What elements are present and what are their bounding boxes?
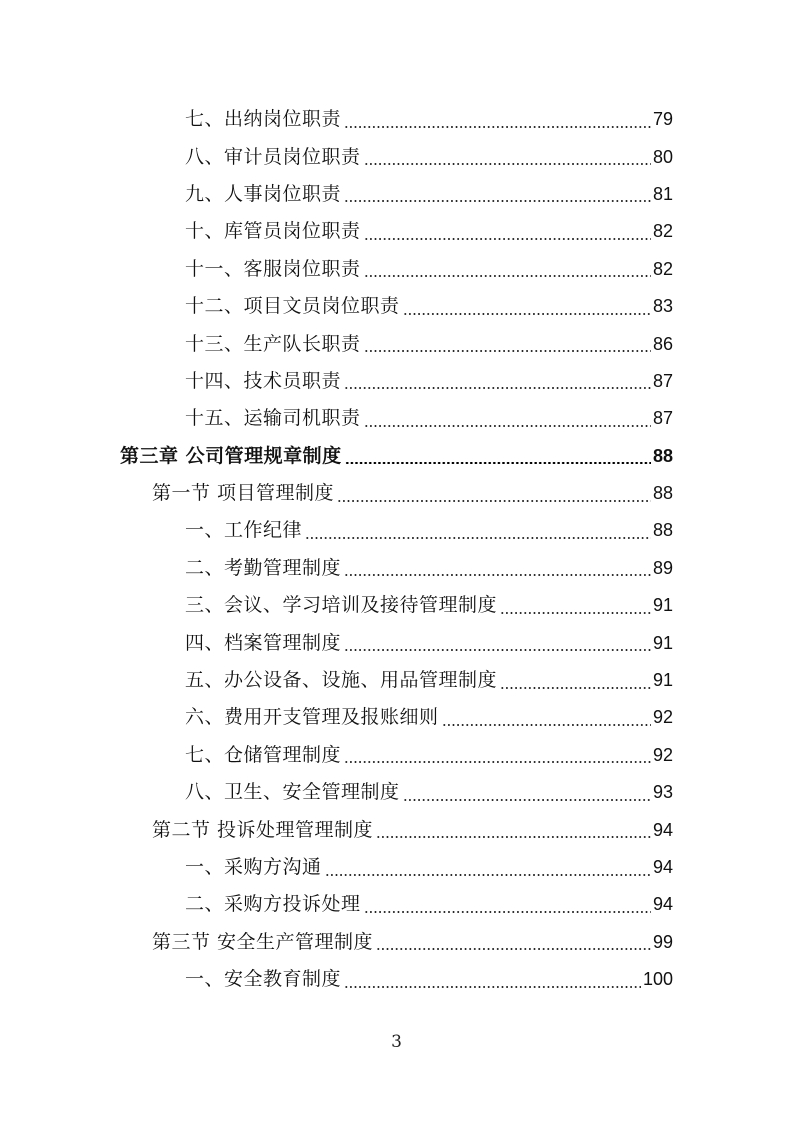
toc-entry-label: 二、采购方投诉处理 [185,893,361,916]
toc-dot-leader [403,313,651,315]
toc-entry-page: 91 [652,632,673,653]
toc-entry-page: 91 [652,670,673,691]
toc-entry [0,363,793,400]
toc-dot-leader [344,387,651,389]
toc-entry-label: 五、办公设备、设施、用品管理制度 [185,669,498,692]
toc-entry-page: 81 [652,183,673,204]
toc-section-entry [0,475,793,512]
toc-entry-page: 94 [652,894,673,915]
toc-entry [0,101,793,138]
toc-entry-page: 80 [652,146,673,167]
toc-section-page: 99 [652,931,673,952]
toc-entry [0,737,793,774]
toc-section-entry [0,924,793,961]
toc-dot-leader [337,500,651,502]
toc-entry [0,849,793,886]
toc-entry [0,662,793,699]
toc-entry-label: 十三、生产队长职责 [185,332,361,355]
toc-entry-page: 93 [652,782,673,803]
toc-entry-label: 十四、技术员职责 [185,369,342,392]
toc-entry-label: 二、考勤管理制度 [185,556,342,579]
toc-entry-label: 八、卫生、安全管理制度 [185,781,400,804]
toc-entry-page: 82 [652,221,673,242]
toc-entry-label: 八、审计员岗位职责 [185,145,361,168]
toc-entry [0,886,793,923]
toc-dot-leader [376,948,651,950]
toc-dot-leader [364,425,651,427]
toc-section-label: 第一节 项目管理制度 [152,482,335,505]
toc-entry-label: 四、档案管理制度 [185,631,342,654]
toc-entry-label: 十一、客服岗位职责 [185,257,361,280]
toc-dot-leader [500,687,651,689]
toc-entry [0,587,793,624]
toc-entry-label: 十二、项目文员岗位职责 [185,295,400,318]
toc-entry-label: 十、库管员岗位职责 [185,220,361,243]
toc-entry-page: 79 [652,109,673,130]
toc-chapter-label: 第三章 公司管理规章制度 [120,444,342,467]
toc-entry-page: 87 [652,408,673,429]
toc-entry [0,288,793,325]
toc-entry [0,699,793,736]
toc-entry-page: 100 [642,969,673,990]
toc-entry-page: 82 [652,258,673,279]
toc-entry-page: 86 [652,333,673,354]
toc-section-label: 第三节 安全生产管理制度 [152,930,374,953]
toc-entry [0,400,793,437]
toc-dot-leader [364,350,651,352]
toc-entry [0,251,793,288]
toc-dot-leader [305,537,651,539]
toc-entry-page: 94 [652,857,673,877]
toc-entry [0,774,793,811]
toc-dot-leader [344,649,651,651]
toc-entry-label: 六、费用开支管理及报账细则 [185,706,439,729]
toc-section-label: 第二节 投诉处理管理制度 [152,818,374,841]
toc-section-entry [0,811,793,848]
toc-dot-leader [500,612,651,614]
toc-entry-page: 87 [652,370,673,391]
toc-entry [0,325,793,362]
toc-dot-leader [376,836,651,838]
toc-dot-leader [344,761,651,763]
toc-entry-page: 92 [652,707,673,728]
page-number: 3 [391,1032,402,1052]
toc-dot-leader [344,200,651,202]
toc-dot-leader [442,724,651,726]
toc-entry-page: 92 [652,744,673,765]
toc-section-page: 88 [652,483,673,504]
toc-entry-label: 一、采购方沟通 [185,856,322,878]
toc-entry-page: 88 [652,520,673,541]
toc-dot-leader [364,911,651,913]
toc-entry-label: 七、仓储管理制度 [185,743,342,766]
toc-section-page: 94 [652,819,673,840]
toc-entry [0,176,793,213]
toc-entry [0,213,793,250]
toc-entry [0,624,793,661]
toc-entry-label: 七、出纳岗位职责 [185,108,342,131]
toc-entry-label: 一、工作纪律 [185,519,303,542]
toc-entry [0,961,793,998]
toc-dot-leader [345,462,651,464]
toc-entry-label: 三、会议、学习培训及接待管理制度 [185,594,498,617]
toc-dot-leader [364,163,651,165]
toc-entry [0,138,793,175]
toc-dot-leader [364,275,651,277]
toc-dot-leader [344,126,651,128]
toc-dot-leader [403,799,651,801]
table-of-contents [0,101,793,998]
toc-entry-page: 89 [652,557,673,578]
toc-entry-label: 一、安全教育制度 [185,968,342,991]
toc-entry [0,550,793,587]
toc-chapter-page: 88 [652,445,673,466]
toc-entry [0,512,793,549]
toc-dot-leader [325,874,651,876]
toc-entry-page: 83 [652,296,673,317]
toc-dot-leader [344,574,651,576]
toc-dot-leader [344,986,641,988]
toc-entry-label: 十五、运输司机职责 [185,407,361,430]
toc-dot-leader [364,238,651,240]
toc-chapter-entry [0,438,793,475]
toc-entry-label: 九、人事岗位职责 [185,182,342,205]
toc-entry-page: 91 [652,595,673,616]
